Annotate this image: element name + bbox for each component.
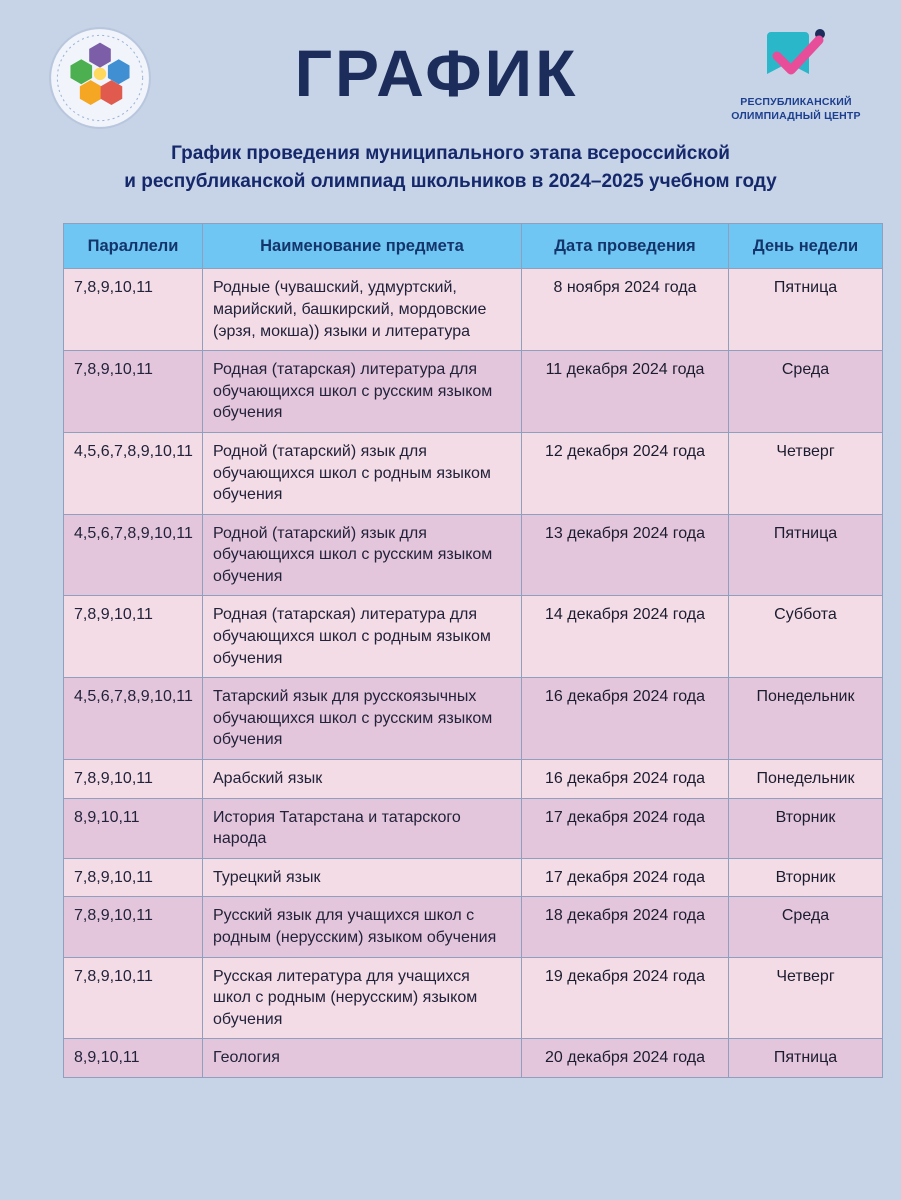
cell-grades: 7,8,9,10,11 [64, 957, 203, 1039]
cell-grades: 8,9,10,11 [64, 1039, 203, 1078]
cell-day: Вторник [729, 858, 883, 897]
cell-day: Суббота [729, 596, 883, 678]
cell-date: 11 декабря 2024 года [522, 351, 729, 433]
subtitle-line1: График проведения муниципального этапа всероссийской [171, 143, 730, 164]
cell-day: Среда [729, 897, 883, 957]
cell-date: 12 декабря 2024 года [522, 432, 729, 514]
ministry-emblem-icon [48, 26, 152, 130]
table-row [64, 514, 883, 596]
cell-day: Четверг [729, 432, 883, 514]
col-header-date: Дата проведения [522, 224, 729, 269]
cell-day: Среда [729, 351, 883, 433]
table-row [64, 858, 883, 897]
table-row [64, 351, 883, 433]
schedule-table [63, 223, 883, 1078]
cell-day: Пятница [729, 269, 883, 351]
table-row [64, 269, 883, 351]
subtitle [0, 140, 901, 195]
cell-subject: Татарский язык для русскоязычных обучающихся школ с русским языком обучения [203, 678, 522, 760]
cell-grades: 7,8,9,10,11 [64, 596, 203, 678]
cell-subject: Родные (чувашский, удмуртский, марийский, башкирский, мордовские (эрзя, мокша)) языки и литература [203, 269, 522, 351]
cell-date: 18 декабря 2024 года [522, 897, 729, 957]
cell-grades: 7,8,9,10,11 [64, 269, 203, 351]
cell-grades: 4,5,6,7,8,9,10,11 [64, 432, 203, 514]
header-row [64, 224, 883, 269]
cell-subject: Турецкий язык [203, 858, 522, 897]
cell-subject: Родная (татарская) литература для обучающихся школ с русским языком обучения [203, 351, 522, 433]
cell-grades: 8,9,10,11 [64, 798, 203, 858]
cell-date: 16 декабря 2024 года [522, 760, 729, 799]
cell-date: 20 декабря 2024 года [522, 1039, 729, 1078]
cell-day: Понедельник [729, 678, 883, 760]
cell-date: 19 декабря 2024 года [522, 957, 729, 1039]
cell-grades: 4,5,6,7,8,9,10,11 [64, 678, 203, 760]
cell-grades: 7,8,9,10,11 [64, 897, 203, 957]
cell-subject: Родной (татарский) язык для обучающихся школ с русским языком обучения [203, 514, 522, 596]
table-row [64, 596, 883, 678]
table-row [64, 678, 883, 760]
org-name-line1: РЕСПУБЛИКАНСКИЙ [740, 96, 852, 108]
col-header-subject: Наименование предмета [203, 224, 522, 269]
col-header-day: День недели [729, 224, 883, 269]
table-row [64, 760, 883, 799]
cell-day: Пятница [729, 514, 883, 596]
subtitle-line2: и республиканской олимпиад школьников в 2024–2025 учебном году [124, 170, 777, 192]
olympiad-center-icon [757, 26, 835, 90]
cell-subject: Геология [203, 1039, 522, 1078]
cell-subject: Русский язык для учащихся школ с родным (нерусским) языком обучения [203, 897, 522, 957]
olympiad-center-logo [721, 26, 871, 123]
cell-day: Понедельник [729, 760, 883, 799]
cell-date: 14 декабря 2024 года [522, 596, 729, 678]
cell-day: Четверг [729, 957, 883, 1039]
cell-subject: Родная (татарская) литература для обучающихся школ с родным языком обучения [203, 596, 522, 678]
cell-date: 16 декабря 2024 года [522, 678, 729, 760]
cell-grades: 7,8,9,10,11 [64, 351, 203, 433]
page-title: ГРАФИК [294, 36, 579, 110]
ministry-logo [48, 26, 152, 130]
cell-date: 8 ноября 2024 года [522, 269, 729, 351]
schedule-table-body [64, 269, 883, 1078]
table-row [64, 957, 883, 1039]
cell-grades: 7,8,9,10,11 [64, 858, 203, 897]
col-header-grades: Параллели [64, 224, 203, 269]
table-row [64, 897, 883, 957]
cell-subject: Родной (татарский) язык для обучающихся школ с родным языком обучения [203, 432, 522, 514]
cell-day: Пятница [729, 1039, 883, 1078]
org-name-line2: ОЛИМПИАДНЫЙ ЦЕНТР [731, 110, 861, 123]
cell-subject: Русская литература для учащихся школ с родным (нерусским) языком обучения [203, 957, 522, 1039]
cell-subject: История Татарстана и татарского народа [203, 798, 522, 858]
table-row [64, 432, 883, 514]
cell-date: 17 декабря 2024 года [522, 858, 729, 897]
table-row [64, 798, 883, 858]
cell-day: Вторник [729, 798, 883, 858]
table-row [64, 1039, 883, 1078]
cell-date: 13 декабря 2024 года [522, 514, 729, 596]
cell-date: 17 декабря 2024 года [522, 798, 729, 858]
cell-grades: 7,8,9,10,11 [64, 760, 203, 799]
cell-grades: 4,5,6,7,8,9,10,11 [64, 514, 203, 596]
header [0, 0, 901, 126]
schedule-table-head [64, 224, 883, 269]
cell-subject: Арабский язык [203, 760, 522, 799]
